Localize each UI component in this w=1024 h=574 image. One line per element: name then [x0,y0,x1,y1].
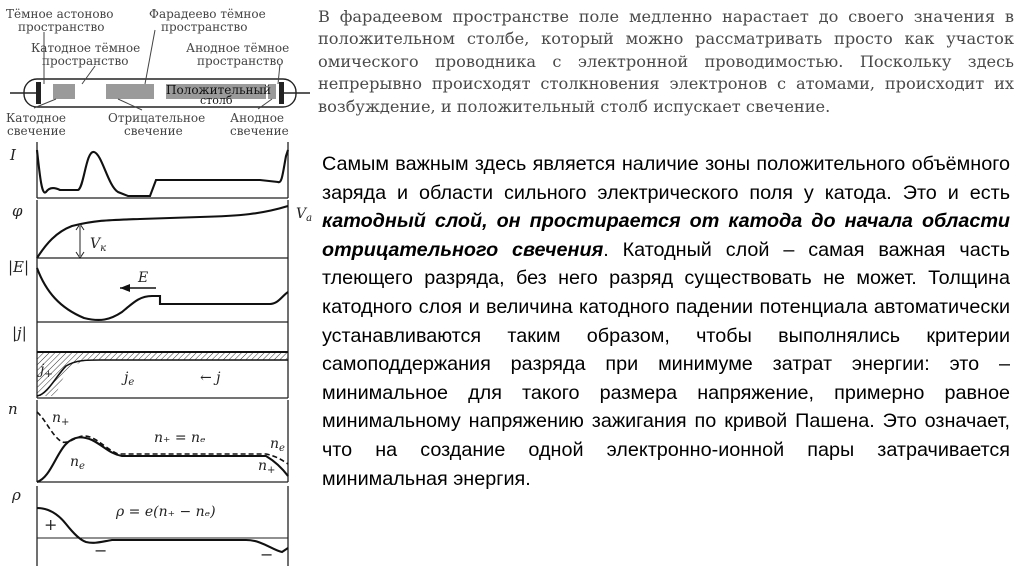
hatched-area [37,352,288,396]
panel-field [8,258,288,322]
glow-discharge-tube [6,7,310,138]
discharge-figure [0,0,320,574]
label-negative-glow-1: Отрицательное [108,111,206,125]
label-field-vector: E [138,270,149,286]
curve-potential [37,206,288,258]
label-positive-column-1: Положительный [166,83,272,97]
negative-glow-region [106,84,154,99]
label-axis-charge-density: ρ [12,486,21,504]
anode-electrode [279,82,284,104]
panel-current [9,142,288,198]
discharge-diagram [0,0,320,574]
label-n-plus-left: $n_+$ [52,410,70,428]
label-anode-dark-1: Анодное тёмное [186,41,290,55]
field-arrowhead [120,284,130,292]
label-rho-minus-1: − [94,541,108,560]
label-faraday-2: пространство [161,20,248,34]
label-anode-glow-1: Анодное [230,111,285,125]
label-current-direction: ← j [200,370,221,386]
label-axis-field: |E| [8,258,30,276]
label-cathode-dark-1: Катодное тёмное [31,41,141,55]
body-part-2: . Катодный слой – самая важная часть тлеющего разряда, без него разряд существовать не может. Толщина катодного слоя и величина катодного падении потенциала автоматически устанавливаются таким образом, чтобы выполнялись критерии самоподдержания разряда при минимуме затрат энергии: это – минимальное для такого размера напряжение, примерно равное минимальному напряжению зажигания по кривой Пашена. Это означает, что на создание одной электронно-ионной пары затрачивается минимальная энергия. [322,238,1010,490]
slide-body-paragraph [322,150,1010,493]
label-cathode-glow-2: свечение [7,124,66,138]
curve-current [37,150,288,196]
label-electron-current: $j_e$ [124,370,135,388]
panel-concentration [8,400,288,482]
label-ion-current: $j_+$ [40,362,53,380]
label-faraday-1: Фарадеево тёмное [149,7,266,21]
label-neutrality: n₊ = nₑ [154,430,206,446]
cathode-glow-region [53,84,75,99]
label-negative-glow-2: свечение [124,124,183,138]
label-cathode-glow-1: Катодное [6,111,67,125]
label-axis-current-density: |j| [12,324,27,342]
label-rho-minus-2: − [260,545,274,564]
label-cathode-fall: $V_к$ [90,236,107,254]
label-rho-formula: ρ = e(n₊ − nₑ) [116,504,216,520]
body-part-1: Самым важным здесь является наличие зоны положительного объёмного заряда и области сильного электрического поля у катода. Это и есть [322,153,1010,204]
cathode-electrode [36,82,41,104]
curve-field [37,268,288,320]
label-anode-potential: $V_a$ [296,206,313,224]
label-positive-column-2: столб [200,94,233,107]
label-cathode-dark-2: пространство [42,54,129,68]
pointer-faraday [145,30,155,84]
label-n-e-left: $n_e$ [70,454,85,472]
label-rho-plus: + [44,515,58,534]
panel-charge-density [11,486,288,566]
label-axis-concentration: n [8,400,18,418]
label-axis-potential: φ [12,202,23,220]
label-n-e-right: $n_e$ [270,436,285,454]
label-anode-dark-2: пространство [197,54,284,68]
panel-potential [12,200,312,258]
label-aston-2: пространство [18,20,105,34]
scanned-book-paragraph: В фарадеевом пространстве поле медленно нарастает до своего значения в положительном столбе, который можно рассматривать просто как участок омического проводника с электронной проводимостью. Поскольку здесь непрерывно происходят столкновения электронов с атомами, происходит их возбуждение, и положительный столб испускает свечение. [318,7,1014,116]
cathode-layer-emphasis: катодный слой, он простирается от катода до начала области отрицательного свечения [322,210,1010,261]
label-axis-current: I [10,146,16,164]
label-n-plus-right: $n_+$ [258,458,276,476]
label-aston-1: Тёмное астоново [6,7,114,21]
panel-current-density [12,322,288,398]
label-anode-glow-2: свечение [230,124,289,138]
